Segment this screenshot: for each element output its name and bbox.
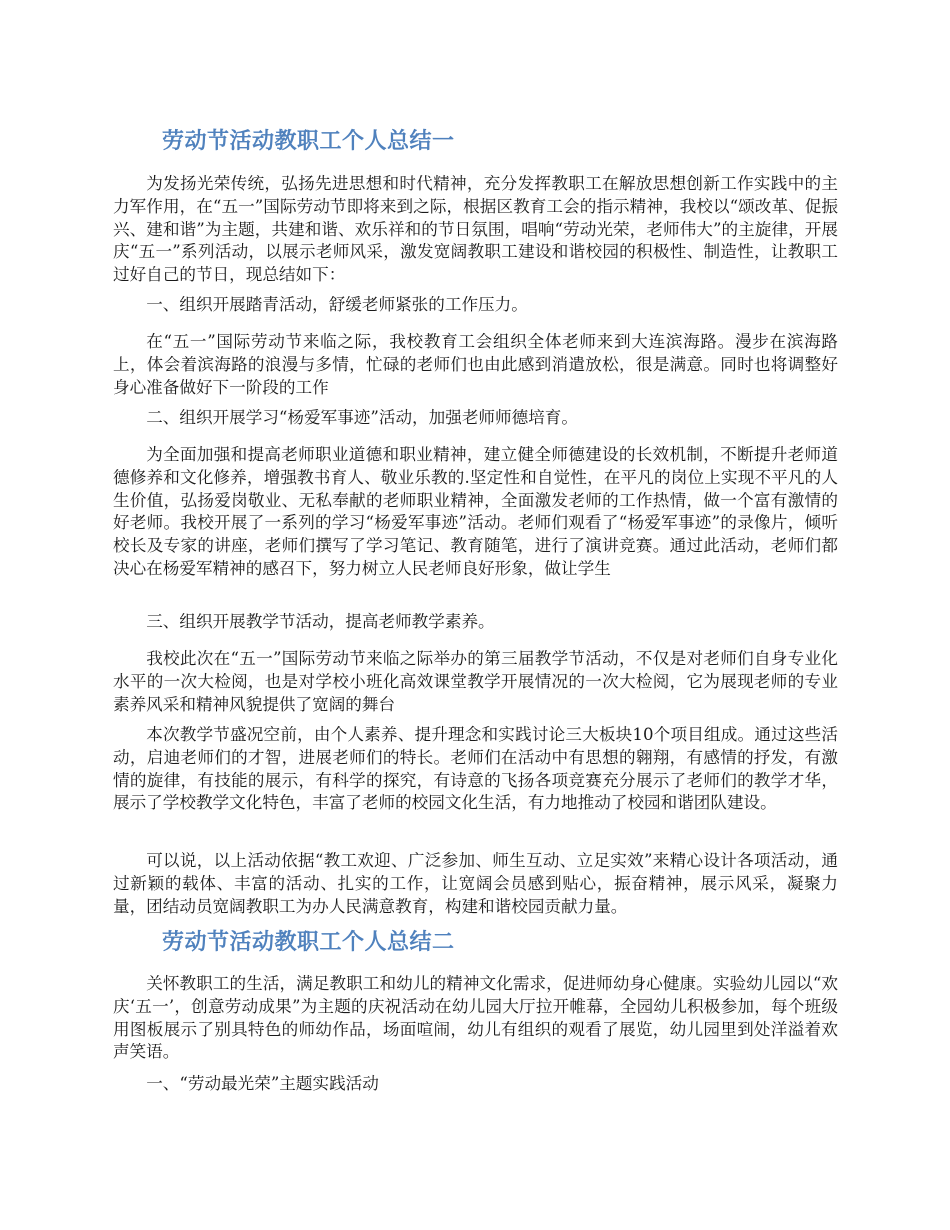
section-1-paragraph-3: 为全面加强和提高老师职业道德和职业精神，建立健全师德建设的长效机制，不断提升老师道德修养和文化修养，增强教书育人、敬业乐教的.坚定性和自觉性，在平凡的岗位上实现不平凡的人生价值，弘扬爱岗敬业、无私奉献的老师职业精神，全面激发老师的工作热情，做一个富有激情的好老师。我校开展了一系列的学习“杨爱军事迹”活动。老师们观看了“杨爱军事迹”的录像片，倾听校长及专家的讲座，老师们撰写了学习笔记、教育随笔，进行了演讲竞赛。通过此活动，老师们都决心在杨爱军精神的感召下，努力树立人民老师良好形象，做让学生: [113, 445, 838, 578]
section-1-paragraph-1: 为发扬光荣传统，弘扬先进思想和时代精神，充分发挥教职工在解放思想创新工作实践中的主力军作用，在“五一”国际劳动节即将来到之际，根据区教育工会的指示精神，我校以“颂改革、促振兴、建和谐”为主题，共建和谐、欢乐祥和的节日氛围，唱响“劳动光荣，老师伟大”的主旋律，开展庆“五一”系列活动，以展示老师风采，激发宽阔教职工建设和谐校园的积极性、制造性，让教职工过好自己的节日，现总结如下：: [113, 174, 838, 285]
section-1-paragraph-2: 在“五一”国际劳动节来临之际，我校教育工会组织全体老师来到大连滨海路。漫步在滨海路上，体会着滨海路的浪漫与多情，忙碌的老师们也由此感到消遣放松，很是满意。同时也将调整好身心准备做好下一阶段的工作: [113, 332, 838, 397]
section-1-heading-3: 三、组织开展教学节活动，提高老师教学素养。: [146, 612, 495, 631]
section-1-paragraph-5: 本次教学节盛况空前，由个人素养、提升理念和实践讨论三大板块10个项目组成。通过这些活动，启迪老师们的才智，进展老师们的特长。老师们在活动中有思想的翱翔，有感情的抒发，有激情的旋律，有技能的展示，有科学的探究，有诗意的飞扬各项竞赛充分展示了老师们的教学才华，展示了学校教学文化特色，丰富了老师的校园文化生活，有力地推动了校园和谐团队建设。: [113, 725, 838, 813]
section-2-heading-1: 一、“劳动最光荣”主题实践活动: [146, 1074, 379, 1093]
section-2-paragraph-1: 关怀教职工的生活，满足教职工和幼儿的精神文化需求，促进师幼身心健康。实验幼儿园以“欢庆‘五一’，创意劳动成果”为主题的庆祝活动在幼儿园大厅拉开帷幕，全园幼儿积极参加，每个班级用图板展示了别具特色的师幼作品，场面喧闹，幼儿有组织的观看了展览，幼儿园里到处洋溢着欢声笑语。: [113, 974, 838, 1062]
section-1-title: 劳动节活动教职工个人总结一: [162, 129, 455, 154]
section-1-paragraph-4: 我校此次在“五一”国际劳动节来临之际举办的第三届教学节活动，不仅是对老师们自身专业化水平的一次大检阅，也是对学校小班化高效课堂教学开展情况的一次大检阅，它为展现老师的专业素养风采和精神风貌提供了宽阔的舞台: [113, 649, 838, 714]
section-1-paragraph-6: 可以说，以上活动依据“教工欢迎、广泛参加、师生互动、立足实效”来精心设计各项活动，通过新颖的载体、丰富的活动、扎实的工作，让宽阔会员感到贴心，振奋精神，展示风采，凝聚力量，团结动员宽阔教职工为办人民满意教育，构建和谐校园贡献力量。: [113, 851, 838, 916]
section-1-heading-2: 二、组织开展学习“杨爱军事迹”活动，加强老师师德培育。: [146, 408, 578, 427]
section-1-heading-1: 一、组织开展踏青活动，舒缓老师紧张的工作压力。: [146, 295, 528, 314]
section-2-title: 劳动节活动教职工个人总结二: [162, 930, 455, 955]
